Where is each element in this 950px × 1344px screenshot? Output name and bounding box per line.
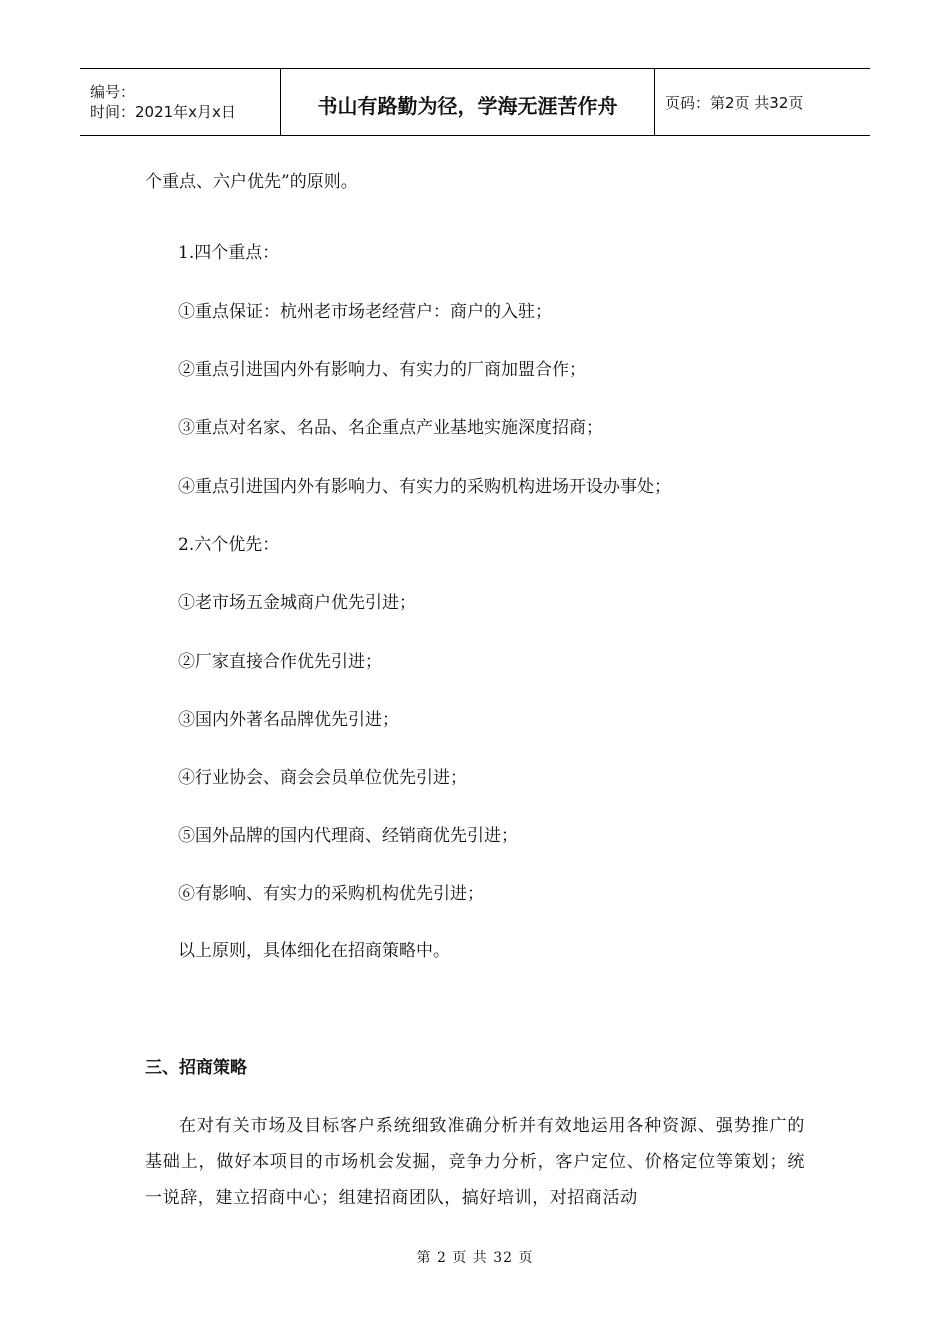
list-item: ⑤国外品牌的国内代理商、经销商优先引进； bbox=[178, 826, 518, 846]
header-motto: 书山有路勤为径，学海无涯苦作舟 bbox=[281, 69, 655, 135]
summary-line: 以上原则，具体细化在招商策略中。 bbox=[178, 941, 450, 961]
list-item: ④重点引进国内外有影响力、有实力的采购机构进场开设办事处； bbox=[178, 477, 671, 497]
list-item: ④行业协会、商会会员单位优先引进； bbox=[178, 768, 467, 788]
list-item: ②重点引进国内外有影响力、有实力的厂商加盟合作； bbox=[178, 360, 586, 380]
body-line: 个重点、六户优先”的原则。 bbox=[145, 172, 358, 192]
list-item: ①老市场五金城商户优先引进； bbox=[178, 593, 416, 613]
body-paragraph: 在对有关市场及目标客户系统细致准确分析并有效地运用各种资源、强势推广的基础上，做好本项目的市场机会发掘，竞争力分析，客户定位、价格定位等策划；统一说辞，建立招商中心；组建招商团队，搞好培训，对招商活动 bbox=[145, 1116, 805, 1208]
list-item: ②厂家直接合作优先引进； bbox=[178, 652, 382, 672]
list-item: ⑥有影响、有实力的采购机构优先引进； bbox=[178, 884, 484, 904]
list-item: ③重点对名家、名品、名企重点产业基地实施深度招商； bbox=[178, 418, 603, 438]
section-heading: 三、招商策略 bbox=[145, 1058, 247, 1078]
subheading-four-priorities: 1.四个重点： bbox=[178, 243, 280, 263]
list-item: ①重点保证：杭州老市场老经营户：商户的入驻； bbox=[178, 302, 552, 322]
document-date-label: 时间：2021年x月x日 bbox=[90, 103, 236, 121]
header-page-info: 页码：第2页 共32页 bbox=[665, 93, 804, 112]
subheading-six-priorities: 2.六个优先： bbox=[178, 535, 280, 555]
header-meta bbox=[80, 69, 281, 135]
list-item: ③国内外著名品牌优先引进； bbox=[178, 710, 399, 730]
page-footer: 第 2 页 共 32 页 bbox=[416, 1250, 534, 1266]
page-header bbox=[80, 68, 870, 136]
document-number-label: 编号： bbox=[90, 83, 136, 101]
